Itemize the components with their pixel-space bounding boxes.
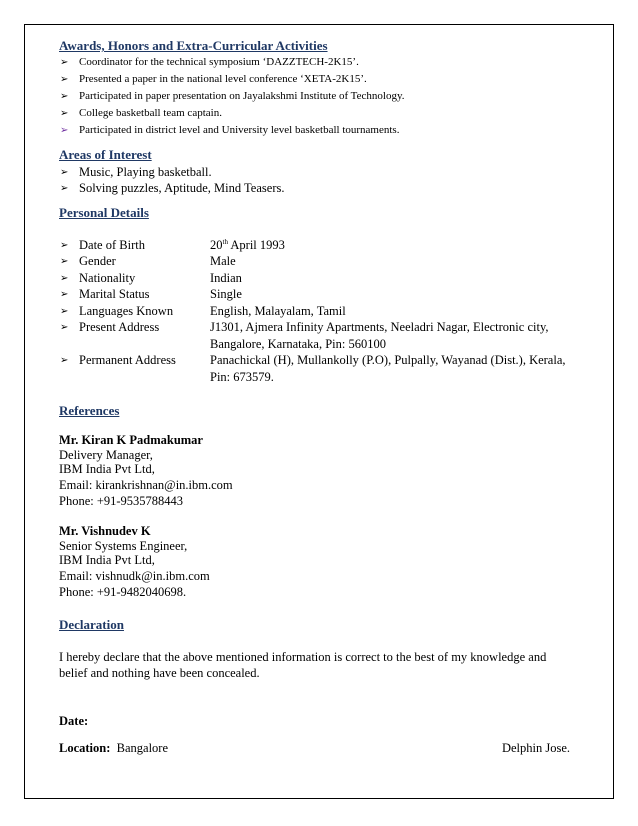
- gender-label: Gender: [79, 254, 116, 268]
- date-label: Date:: [59, 714, 89, 728]
- permanent-address-line1: Panachickal (H), Mullankolly (P.O), Pulpally, Wayanad (Dist.), Kerala,: [210, 353, 566, 367]
- list-item: Music, Playing basketball.: [79, 165, 212, 179]
- dob-label: Date of Birth: [79, 238, 145, 252]
- list-item: Participated in paper presentation on Jayalakshmi Institute of Technology.: [79, 90, 405, 102]
- permanent-address-line2: Pin: 673579.: [210, 370, 274, 384]
- present-address-label: Present Address: [79, 320, 160, 334]
- interests-heading: Areas of Interest: [59, 147, 152, 162]
- signature-name: Delphin Jose.: [501, 741, 570, 755]
- marital-value: Single: [210, 287, 242, 301]
- bullet-icon: ➢: [60, 108, 69, 119]
- bullet-icon: ➢: [60, 322, 69, 333]
- bullet-icon: ➢: [60, 167, 69, 178]
- reference-title: Senior Systems Engineer,: [59, 539, 188, 553]
- bullet-icon: ➢: [60, 183, 69, 194]
- languages-label: Languages Known: [79, 304, 174, 318]
- bullet-icon: ➢: [60, 240, 69, 251]
- bullet-icon: ➢: [60, 57, 69, 68]
- list-item: Solving puzzles, Aptitude, Mind Teasers.: [79, 181, 285, 195]
- personal-heading: Personal Details: [59, 205, 149, 220]
- location-label: Location:: [59, 741, 111, 755]
- declaration-heading: Declaration: [59, 617, 124, 632]
- nationality-label: Nationality: [79, 271, 136, 285]
- bullet-icon: ➢: [60, 74, 69, 85]
- reference-email: Email: vishnudk@in.ibm.com: [59, 569, 210, 583]
- reference-company: IBM India Pvt Ltd,: [59, 553, 155, 567]
- present-address-line2: Bangalore, Karnataka, Pin: 560100: [210, 337, 386, 351]
- bullet-icon: ➢: [60, 306, 69, 317]
- languages-value: English, Malayalam, Tamil: [210, 304, 346, 318]
- bullet-icon: ➢: [60, 256, 69, 267]
- list-item: Presented a paper in the national level conference ‘XETA-2K15’.: [79, 73, 367, 85]
- gender-value: Male: [210, 254, 236, 268]
- present-address-line1: J1301, Ajmera Infinity Apartments, Neeladri Nagar, Electronic city,: [210, 320, 549, 334]
- dob-value: 20th April 1993: [210, 237, 285, 252]
- bullet-icon: ➢: [60, 289, 69, 300]
- nationality-value: Indian: [210, 271, 242, 285]
- awards-heading: Awards, Honors and Extra-Curricular Activities: [59, 38, 328, 53]
- list-item: Participated in district level and University level basketball tournaments.: [79, 124, 400, 136]
- declaration-line1: I hereby declare that the above mentioned information is correct to the best of my knowledge and: [59, 650, 547, 664]
- bullet-icon: ➢: [60, 273, 69, 284]
- reference-title: Delivery Manager,: [59, 448, 153, 462]
- reference-phone: Phone: +91-9482040698.: [59, 585, 187, 599]
- permanent-address-label: Permanent Address: [79, 353, 176, 367]
- reference-name: Mr. Vishnudev K: [59, 524, 151, 538]
- bullet-icon: ➢: [60, 125, 69, 136]
- location-value: Bangalore: [116, 741, 169, 755]
- list-item: Coordinator for the technical symposium ‘DAZZTECH-2K15’.: [79, 56, 359, 68]
- location-line: [59, 741, 168, 756]
- bullet-icon: ➢: [60, 91, 69, 102]
- reference-phone: Phone: +91-9535788443: [59, 494, 184, 508]
- reference-email: Email: kirankrishnan@in.ibm.com: [59, 478, 233, 492]
- list-item: College basketball team captain.: [79, 107, 222, 119]
- marital-label: Marital Status: [79, 287, 150, 301]
- references-heading: References: [59, 403, 120, 418]
- reference-company: IBM India Pvt Ltd,: [59, 462, 155, 476]
- declaration-line2: belief and nothing have been concealed.: [59, 666, 260, 680]
- bullet-icon: ➢: [60, 355, 69, 366]
- reference-name: Mr. Kiran K Padmakumar: [59, 433, 203, 447]
